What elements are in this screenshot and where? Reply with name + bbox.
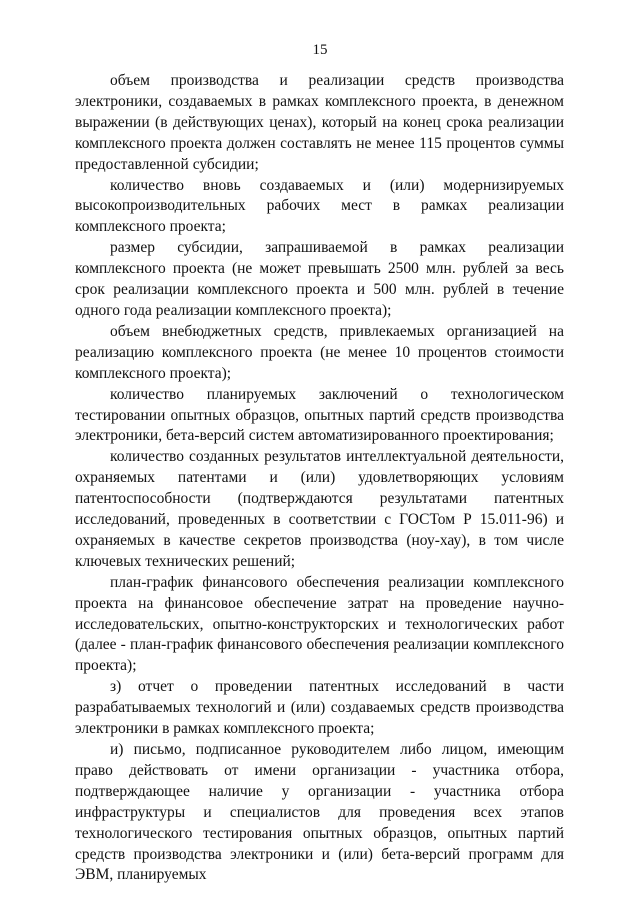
page-number: 15 (312, 42, 328, 58)
document-body (75, 71, 564, 886)
paragraph-intellectual-results: количество созданных результатов интеллектуальной деятельности, охраняемых патентами и (или) удовлетворяющих условиям патентоспособности (подтверждаются результатами патентных исследований, проведенных в соответствии с ГОСТом Р 15.011-96) и охраняемых в качестве секретов производства (ноу-хау), в том числе ключевых технических решений; (75, 448, 564, 570)
paragraph-patent-report: з) отчет о проведении патентных исследований в части разрабатываемых технологий и (или) создаваемых средств производства электроники в рамках комплексного проекта; (75, 678, 564, 738)
paragraph-testing-conclusions: количество планируемых заключений о технологическом тестировании опытных образцов, опытных партий средств производства электроники, бета-версий систем автоматизированного проектирования; (75, 385, 564, 445)
paragraph-extrabudgetary-funds: объем внебюджетных средств, привлекаемых организацией на реализацию комплексного проекта (не менее 10 процентов стоимости комплексного проекта); (75, 322, 564, 382)
paragraph-workplaces: количество вновь создаваемых и (или) модернизируемых высокопроизводительных рабочих мест в рамках реализации комплексного проекта; (75, 176, 564, 236)
paragraph-financing-schedule: план-график финансового обеспечения реализации комплексного проекта на финансовое обеспечение затрат на проведение научно-исследовательских, опытно-конструкторских и технологических работ (далее - план-график финансового обеспечения реализации комплексного проекта); (75, 573, 564, 675)
paragraph-production-volume: объем производства и реализации средств производства электроники, создаваемых в рамках комплексного проекта, в денежном выражении (в действующих ценах), который на конец срока реализации комплексного проекта должен составлять не менее 115 процентов суммы предоставленной субсидии; (75, 72, 564, 173)
paragraph-letter: и) письмо, подписанное руководителем либо лицом, имеющим право действовать от имени организации - участника отбора, подтверждающее наличие у организации - участника отбора инфраструктуры и специалистов для проведения всех этапов технологического тестирования опытных образцов, опытных партий средств производства электроники и (или) бета-версий программ для ЭВМ, планируемых (75, 741, 564, 884)
paragraph-subsidy-amount: размер субсидии, запрашиваемой в рамках реализации комплексного проекта (не может превышать 2500 млн. рублей за весь срок реализации комплексного проекта и 500 млн. рублей в течение одного года реализации комплексного проекта); (75, 239, 564, 319)
